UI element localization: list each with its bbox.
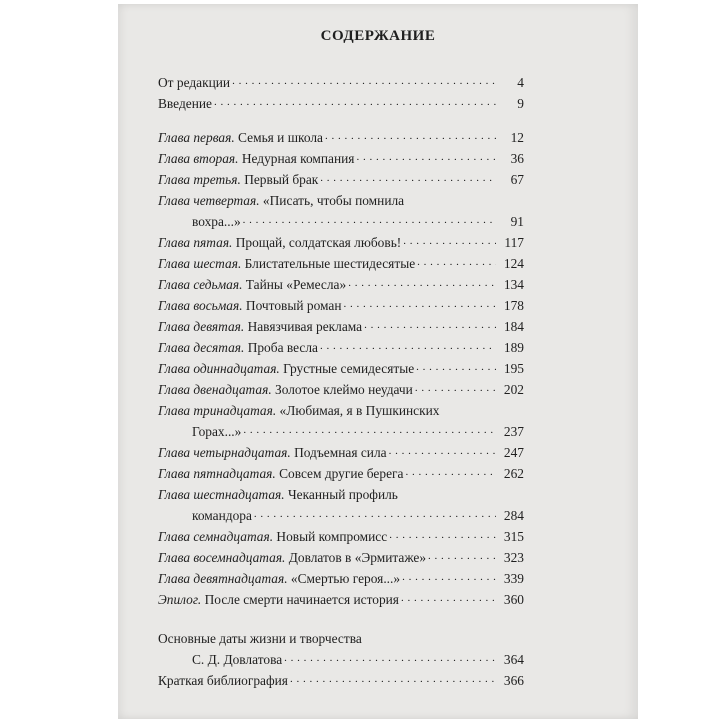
toc-entry-chapter-7 [158, 276, 524, 294]
chapter-title: Тайны «Ремесла» [242, 277, 347, 292]
toc-entry-chapter-18 [158, 549, 524, 567]
toc-entry-chapter-10 [158, 339, 524, 357]
toc-entry-chapter-14 [158, 444, 524, 462]
toc-entry-chapter-16-cont [192, 507, 524, 525]
leader-dots [243, 420, 496, 439]
page-number: 202 [503, 382, 524, 397]
chapter-label: Глава семнадцатая. [158, 529, 274, 544]
page-title: СОДЕРЖАНИЕ [320, 28, 436, 44]
toc-entry-chapter-5 [158, 234, 524, 252]
page-number: 124 [503, 256, 524, 271]
chapter-label: Глава тринадцатая. [158, 403, 277, 418]
leader-dots [214, 92, 496, 111]
chapter-title: Совсем другие берега [275, 466, 404, 481]
chapter-title: Чеканный профиль [284, 487, 398, 502]
leader-dots [344, 294, 497, 313]
entry-title-cont: С. Д. Довлатова [192, 652, 283, 667]
leader-dots [405, 462, 496, 481]
toc-entry-chapter-15 [158, 465, 524, 483]
leader-dots [403, 231, 496, 250]
page-number: 262 [503, 466, 524, 481]
leader-dots [348, 273, 496, 292]
leader-dots [243, 210, 496, 229]
book-page [118, 4, 638, 719]
page-number: 195 [503, 361, 524, 376]
leader-dots [416, 357, 496, 376]
page-number: 12 [510, 130, 524, 145]
page-number: 178 [503, 298, 524, 313]
entry-title: Основные даты жизни и творчества [158, 631, 362, 646]
chapter-label: Глава одиннадцатая. [158, 361, 280, 376]
page-number: 134 [503, 277, 524, 292]
page-number: 67 [510, 172, 524, 187]
toc-entry-chapter-8 [158, 297, 524, 315]
toc-entry-chapter-9 [158, 318, 524, 336]
chapter-title: Блистательные шестидесятые [241, 256, 416, 271]
page-number: 117 [504, 235, 524, 250]
chapter-title: Золотое клеймо неудачи [271, 382, 413, 397]
page-number: 360 [503, 592, 524, 607]
page-number: 91 [510, 214, 524, 229]
chapter-title: Довлатов в «Эрмитаже» [285, 550, 427, 565]
entry-title: Краткая библиография [158, 673, 288, 688]
toc-entry-dates-cont [192, 651, 524, 669]
chapter-title-cont: Горах...» [192, 424, 242, 439]
leader-dots [402, 567, 496, 586]
toc-entry-chapter-1 [158, 129, 524, 147]
leader-dots [325, 126, 496, 145]
chapter-label: Эпилог. [158, 592, 202, 607]
leader-dots [232, 71, 496, 90]
chapter-title-cont: командора [192, 508, 252, 523]
chapter-title: Грустные семидесятые [279, 361, 415, 376]
toc-entry-introduction [158, 95, 524, 113]
chapter-label: Глава восемнадцатая. [158, 550, 286, 565]
leader-dots [254, 504, 496, 523]
page-number: 323 [503, 550, 524, 565]
leader-dots [320, 336, 496, 355]
toc-entry-chapter-4 [158, 192, 404, 210]
entry-title: От редакции [158, 75, 231, 90]
page-number: 247 [503, 445, 524, 460]
chapter-label: Глава шестая. [158, 256, 242, 271]
chapter-title: Проба весла [244, 340, 318, 355]
leader-dots [364, 315, 496, 334]
toc-entry-bibliography [158, 672, 524, 690]
chapter-title: Подъемная сила [290, 445, 387, 460]
leader-dots [417, 252, 496, 271]
page-number: 364 [503, 652, 524, 667]
page-number: 9 [517, 96, 524, 111]
toc-entry-editorial [158, 74, 524, 92]
toc-entry-chapter-11 [158, 360, 524, 378]
entry-title: Введение [158, 96, 212, 111]
page-number: 315 [503, 529, 524, 544]
chapter-title: Почтовый роман [242, 298, 342, 313]
chapter-title: Семья и школа [234, 130, 323, 145]
page-number: 36 [510, 151, 524, 166]
page-number: 184 [503, 319, 524, 334]
chapter-title: «Любимая, я в Пушкинских [276, 403, 440, 418]
leader-dots [284, 648, 496, 667]
toc-entry-chapter-12 [158, 381, 524, 399]
toc-entry-chapter-17 [158, 528, 524, 546]
page-number: 284 [503, 508, 524, 523]
page-number: 366 [503, 673, 524, 688]
page-number: 189 [503, 340, 524, 355]
leader-dots [389, 441, 496, 460]
chapter-title: Прощай, солдатская любовь! [232, 235, 402, 250]
chapter-label: Глава третья. [158, 172, 241, 187]
toc-entry-chapter-16 [158, 486, 398, 504]
chapter-label: Глава шестнадцатая. [158, 487, 285, 502]
toc-entry-chapter-3 [158, 171, 524, 189]
leader-dots [320, 168, 496, 187]
chapter-title: Первый брак [240, 172, 319, 187]
chapter-title: Недурная компания [238, 151, 355, 166]
toc-entry-chapter-13 [158, 402, 440, 420]
page-number: 4 [517, 75, 524, 90]
leader-dots [415, 378, 496, 397]
toc-entry-chapter-6 [158, 255, 524, 273]
toc-entry-chapter-19 [158, 570, 524, 588]
chapter-label: Глава восьмая. [158, 298, 243, 313]
leader-dots [356, 147, 496, 166]
page-number: 237 [503, 424, 524, 439]
chapter-label: Глава четырнадцатая. [158, 445, 291, 460]
chapter-title: Новый компромисс [273, 529, 388, 544]
chapter-label: Глава седьмая. [158, 277, 243, 292]
toc-entry-chapter-2 [158, 150, 524, 168]
toc-entry-epilogue [158, 591, 524, 609]
toc-entry-chapter-13-cont [192, 423, 524, 441]
chapter-label: Глава четвертая. [158, 193, 260, 208]
chapter-title: «Смертью героя...» [287, 571, 401, 586]
chapter-label: Глава десятая. [158, 340, 245, 355]
chapter-label: Глава пятая. [158, 235, 233, 250]
leader-dots [428, 546, 496, 565]
leader-dots [389, 525, 496, 544]
leader-dots [290, 669, 496, 688]
leader-dots [401, 588, 496, 607]
chapter-title: Навязчивая реклама [244, 319, 363, 334]
chapter-label: Глава двенадцатая. [158, 382, 272, 397]
page-number: 339 [503, 571, 524, 586]
chapter-label: Глава девятнадцатая. [158, 571, 288, 586]
chapter-title-cont: вохра...» [192, 214, 241, 229]
chapter-label: Глава первая. [158, 130, 235, 145]
chapter-label: Глава пятнадцатая. [158, 466, 276, 481]
chapter-label: Глава вторая. [158, 151, 239, 166]
chapter-title: «Писать, чтобы помнила [259, 193, 405, 208]
toc-entry-chapter-4-cont [192, 213, 524, 231]
chapter-title: После смерти начинается история [201, 592, 399, 607]
chapter-label: Глава девятая. [158, 319, 245, 334]
toc-entry-dates [158, 630, 362, 648]
